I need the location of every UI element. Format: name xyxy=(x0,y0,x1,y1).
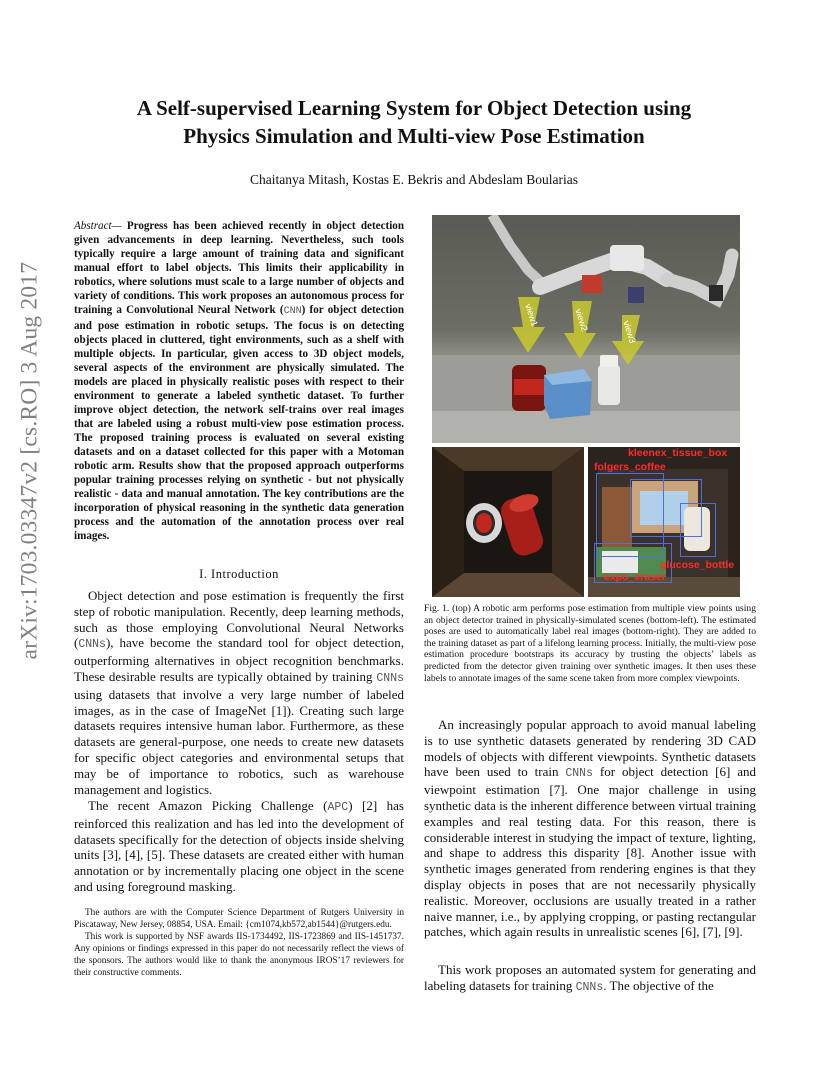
synthetic-shelf-illustration xyxy=(432,447,584,597)
col2-paragraph-1 xyxy=(424,717,756,940)
intro-p2-text-b: ) [2] has reinforced this realization and has led into the development of datasets specifically for the detection of objects inside shelving units [3], [4], [5]. These datasets are created either with human annotation or by incrementally placing one object in the scene and using foreground masking. xyxy=(74,798,404,894)
title-line-2: Physics Simulation and Multi-view Pose Estimation xyxy=(183,124,645,148)
col2-p2-text-b: . The objective of the xyxy=(603,977,714,993)
intro-p1-cnns-2: CNNs xyxy=(376,671,404,685)
col2-paragraph-2 xyxy=(424,962,756,996)
intro-p1-text-a: Object detection and pose estimation is frequently the first step of robotic manipulation. Recently, deep learning methods, such as those employing Convolutional Neural Networks ( xyxy=(74,588,404,651)
figure-1 xyxy=(432,215,740,597)
abstract-cnn-acronym: CNN xyxy=(283,306,302,317)
col2-p2-cnns: CNNs xyxy=(575,980,604,994)
figure-top-robot-photo xyxy=(432,215,740,443)
col2-p1-text-b: for object detection [6] and viewpoint estimation [7]. One major challenge in using synthetic data is the inherent difference between virtual training examples and real testing data. For this reason, there is considerable interest in studying the impact of texture, lighting, and shape to address this disparity [8]. Another issue with synthetic images generated from rendering engines is that they display objects in poses that are not necessarily physically realistic. Moreover, occlusions are usually treated in a rather naive manner, i.e., by applying cropping, or pasting rectangular patches, which again results in unrealistic scenes [6], [7], [9]. xyxy=(424,764,757,940)
col2-p1-text-a: An increasingly popular approach to avoid manual labeling is to use synthetic datasets generated by rendering 3D CAD models of objects with different viewpoints. Synthetic datasets have been used to train xyxy=(424,717,756,780)
intro-paragraph-2 xyxy=(74,798,404,895)
footnote-funding: This work is supported by NSF awards IIS-1734492, IIS-1723869 and IIS-1451737. Any opinions or findings expressed in this paper do not necessarily reflect the views of the sponsors. The authors would like to thank the anonymous IROS’17 reviewers for their constructive comments. xyxy=(74,931,404,978)
bbox-glucose xyxy=(680,503,716,557)
abstract-text-2: ) for object detection and pose estimation in robotic setups. The focus is on detecting objects placed in cluttered, tight environments, such as a shelf with multiple objects. In particular, given access to 3D object models, several aspects of the environment are physically simulated. The models are placed in physically realistic poses with respect to their environment to generate a labeled synthetic dataset. To further improve object detection, the network self-trains over real images that are labeled using a robust multi-view pose estimation process. The proposed training process is evaluated on several existing datasets and on a dataset collected for this paper with a Motoman robotic arm. Results show that the proposed approach outperforms popular training processes relying on synthetic - but not physically realistic - data and manual annotation. The key contributions are the incorporation of physical reasoning in the synthetic data generation process and the automation of the annotation process over real images. xyxy=(74,304,404,542)
col2-p2-text-a: This work proposes an automated system for generating and labeling datasets for training xyxy=(424,962,756,993)
abstract-lead: Abstract— xyxy=(74,220,122,232)
intro-p2-apc: APC xyxy=(327,801,349,814)
arxiv-identifier: arXiv:1703.03347v2 [cs.RO] 3 Aug 2017 xyxy=(16,261,43,660)
label-expo-eraser: expo_eraser xyxy=(604,571,666,583)
abstract-text-1: Progress has been achieved recently in object detection given advancements in deep learning. Nevertheless, such tools typically require a large amount of training data and significant manual effort to label objects. This limits their applicability in robotics, where solutions must scale to a large number of objects and variety of conditions. This work proposes an autonomous process for training a Convolutional Neural Network ( xyxy=(74,220,404,316)
label-folgers-coffee: folgers_coffee xyxy=(594,461,666,473)
intro-p1-text-b: ), have become the standard tool for object detection, outperforming alternatives in object recognition benchmarks. These desirable results are typically obtained by training xyxy=(74,635,404,684)
intro-paragraph-1 xyxy=(74,588,404,797)
section-heading-introduction: I. Introduction xyxy=(199,567,279,581)
title-line-1: A Self-supervised Learning System for Object Detection using xyxy=(136,96,692,120)
label-kleenex-tissue-box: kleenex_tissue_box xyxy=(628,447,728,459)
intro-p1-cnns: CNNs xyxy=(78,638,106,652)
footnote-affiliation: The authors are with the Computer Science Department of Rutgers University in Piscataway, New Jersey, 08854, USA. Email: {cm1074,kb572,ab1544}@rutgers.edu. xyxy=(74,908,404,930)
abstract xyxy=(74,219,404,543)
author-list: Chaitanya Mitash, Kostas E. Bekris and Abdeslam Boularias xyxy=(249,172,579,187)
col2-p1-cnns: CNNs xyxy=(565,767,593,781)
label-glucose-bottle: glucose_bottle xyxy=(660,559,735,571)
figure-bottom-left-synthetic-scene xyxy=(432,447,584,597)
intro-p2-text-a: The recent Amazon Picking Challenge ( xyxy=(88,798,328,813)
footnote xyxy=(74,908,404,979)
figure-bottom-right-labeled-scene xyxy=(588,447,740,597)
view3-label: view3 xyxy=(621,319,638,345)
paper-title xyxy=(60,94,768,150)
view1-label: view1 xyxy=(523,302,540,328)
figure-caption: Fig. 1. (top) A robotic arm performs pose estimation from multiple view points using an object detector trained in physically-simulated scenes (bottom-left). The estimated poses are used to automatically label real images (bottom-right). They are added to the training dataset as part of a lifelong learning process. Initially, the multi-view pose estimation procedure bootstraps its accuracy by trusting the objects’ labels as predicted from the detector given training over synthetic images. It then uses these labels to annotate images of the same scene taken from more complex viewpoints. xyxy=(424,603,756,684)
view2-label: view2 xyxy=(573,307,590,333)
intro-p1-text-c: using datasets that involve a very large number of labeled images, as in the case of ImageNet [1]). Creating such large datasets requires intensive human labor. Furthermore, as these datasets are general-purpose, one needs to create new datasets for specific object categories and environmental setups that may be of importance to robotics, such as warehouse management and logistics. xyxy=(74,686,404,797)
